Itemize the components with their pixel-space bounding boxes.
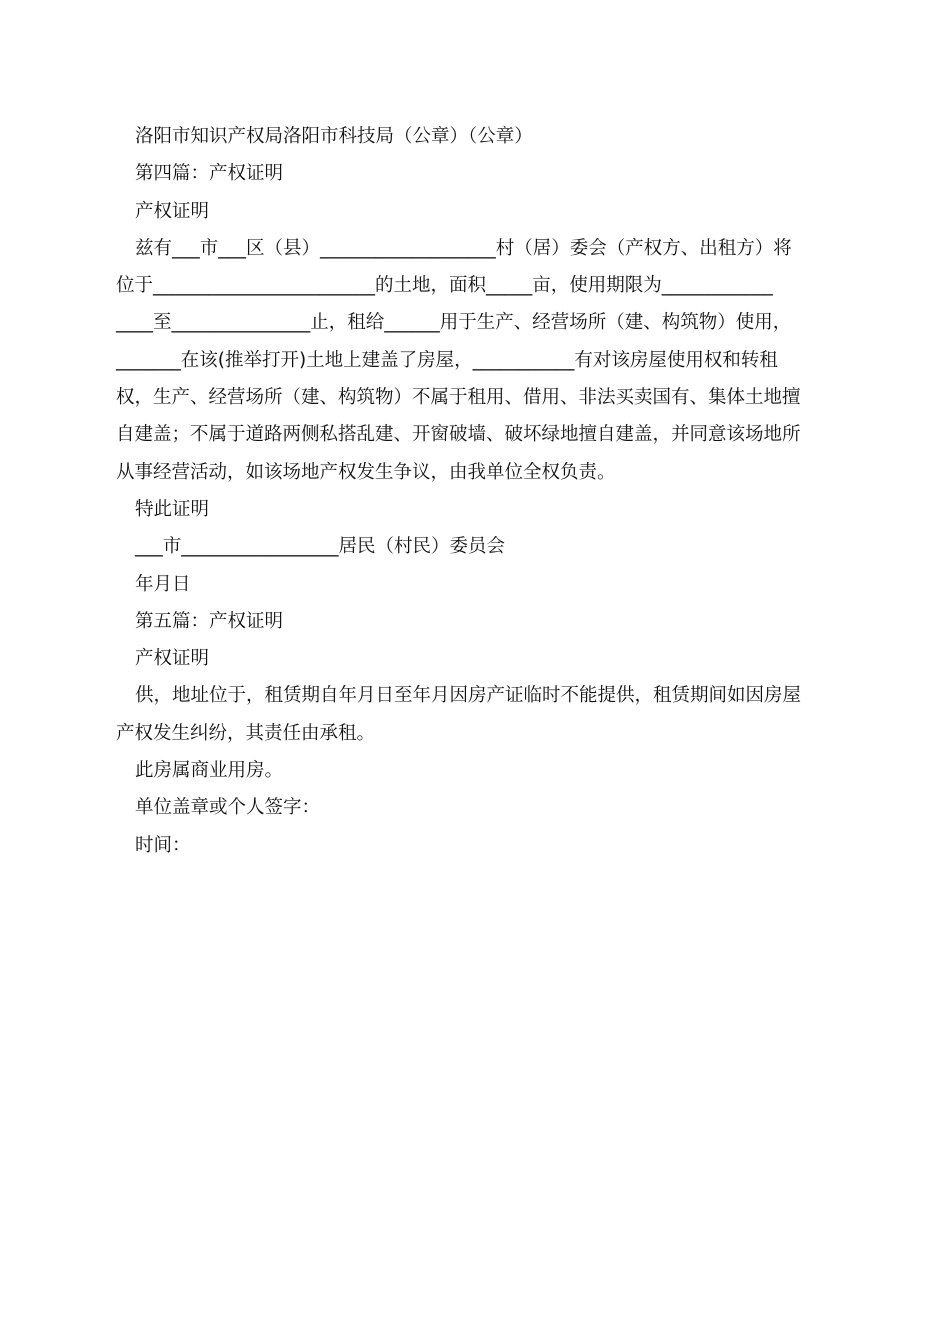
committee-line: ___市_________________居民（村民）委员会 [135, 536, 506, 558]
certify-line: 特此证明 [135, 498, 210, 520]
signature-line: 单位盖章或个人签字： [135, 797, 321, 819]
certificate-title: 产权证明 [135, 200, 210, 222]
paragraph-line: 从事经营活动，如该场地产权发生争议，由我单位全权负责。 [116, 461, 616, 483]
paragraph-line: _______在该(推举打开)土地上建盖了房屋，___________有对该房屋使用权和转租 [116, 349, 778, 371]
stamp-line: 洛阳市知识产权局洛阳市科技局（公章）（公章） [135, 126, 533, 147]
certificate-title: 产权证明 [135, 648, 210, 670]
paragraph-line: 兹有___市___区（县）___________________村（居）委会（产权方、出租方）将 [135, 237, 792, 259]
paragraph-line: ____至_______________止，租给______用于生产、经营场所（建、构筑物）使用， [116, 312, 792, 334]
time-line: 时间： [135, 834, 191, 856]
paragraph-line: 位于________________________的土地，面积_____亩，使用期限为____________ [116, 275, 773, 297]
paragraph-line: 产权发生纠纷，其责任由承租。 [116, 722, 376, 744]
paragraph-line: 供，地址位于，租赁期自年月日至年月因房产证临时不能提供，租赁期间如因房屋 [135, 685, 802, 707]
property-type-line: 此房属商业用房。 [135, 760, 284, 782]
section-heading-5: 第五篇：产权证明 [135, 610, 284, 632]
paragraph-line: 权，生产、经营场所（建、构筑物）不属于租用、借用、非法买卖国有、集体土地擅 [116, 387, 801, 409]
section-heading-4: 第四篇：产权证明 [135, 163, 284, 185]
date-line: 年月日 [135, 573, 191, 595]
document-page [116, 118, 836, 864]
paragraph-line: 自建盖；不属于道路两侧私搭乱建、开窗破墙、破坏绿地擅自建盖，并同意该场地所 [116, 424, 801, 446]
